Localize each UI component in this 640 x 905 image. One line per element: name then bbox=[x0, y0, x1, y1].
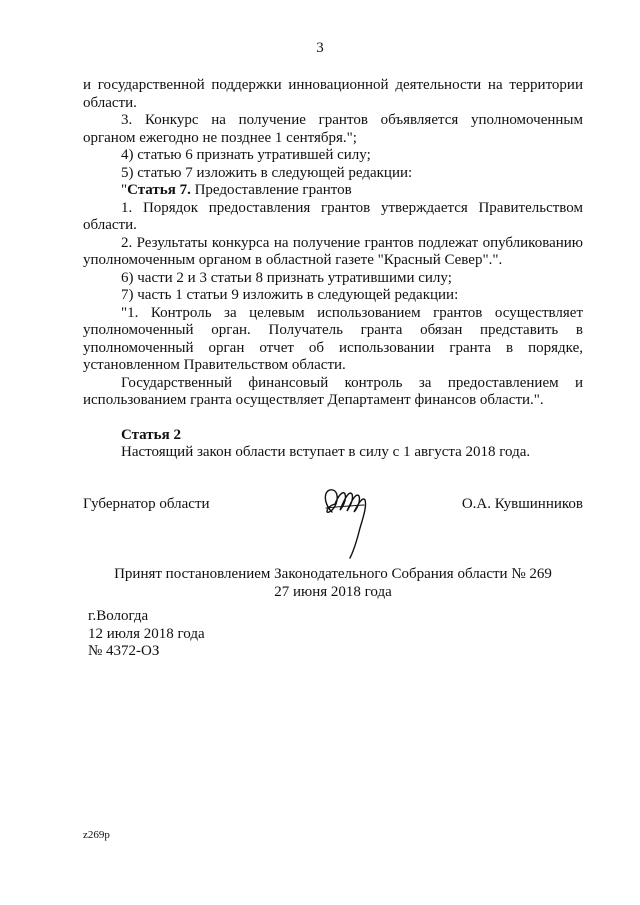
paragraph: 3. Конкурс на получение грантов объявляется уполномоченным органом ежегодно не позднее 1 сентября."; bbox=[83, 112, 583, 146]
document-code: z269p bbox=[83, 829, 110, 841]
paragraph: 7) часть 1 статьи 9 изложить в следующей редакции: bbox=[121, 287, 459, 303]
handwritten-signature bbox=[318, 478, 380, 560]
article-2-heading: Статья 2 bbox=[121, 426, 181, 443]
adoption-note bbox=[83, 566, 583, 601]
signing-date: 12 июля 2018 года bbox=[88, 625, 205, 642]
paragraph: 4) статью 6 признать утратившей силу; bbox=[121, 147, 371, 163]
article-7-name: Предоставление грантов bbox=[190, 182, 352, 198]
paragraph: и государственной поддержки инновационной деятельности на территории области. bbox=[83, 77, 583, 111]
article-7-title bbox=[83, 182, 583, 200]
paragraph: 2. Результаты конкурса на получение грантов подлежат опубликованию уполномоченным органом в областной газете "Красный Север".". bbox=[83, 234, 583, 268]
city: г.Вологда bbox=[88, 608, 149, 624]
law-number: № 4372-ОЗ bbox=[88, 643, 160, 659]
quote-mark: " bbox=[121, 182, 128, 198]
paragraph: 1. Порядок предоставления грантов утверждается Правительством области. bbox=[83, 199, 583, 233]
signer-position: Губернатор области bbox=[83, 496, 210, 512]
adoption-line-2: 27 июня 2018 года bbox=[274, 583, 392, 600]
paragraph: 6) части 2 и 3 статьи 8 признать утратившими силу; bbox=[121, 269, 452, 286]
paragraph: Государственный финансовый контроль за предоставлением и использованием гранта осуществляет Департамент финансов области.". bbox=[83, 374, 583, 408]
adoption-line-1: Принят постановлением Законодательного Собрания области № 269 bbox=[114, 566, 552, 582]
place-date-number bbox=[88, 608, 205, 661]
paragraph: 5) статью 7 изложить в следующей редакции: bbox=[121, 164, 413, 181]
article-7-label: Статья 7. bbox=[127, 182, 191, 198]
article-2-text: Настоящий закон области вступает в силу с 1 августа 2018 года. bbox=[121, 444, 531, 460]
page-number: 3 bbox=[316, 40, 324, 56]
document-body bbox=[83, 77, 583, 462]
paragraph: "1. Контроль за целевым использованием грантов осуществляет уполномоченный орган. Получатель гранта обязан представить в уполномоченный орган отчет об использовании гранта в порядке, установленном Правительством области. bbox=[83, 304, 583, 373]
signer-name: О.А. Кувшинников bbox=[461, 496, 583, 512]
